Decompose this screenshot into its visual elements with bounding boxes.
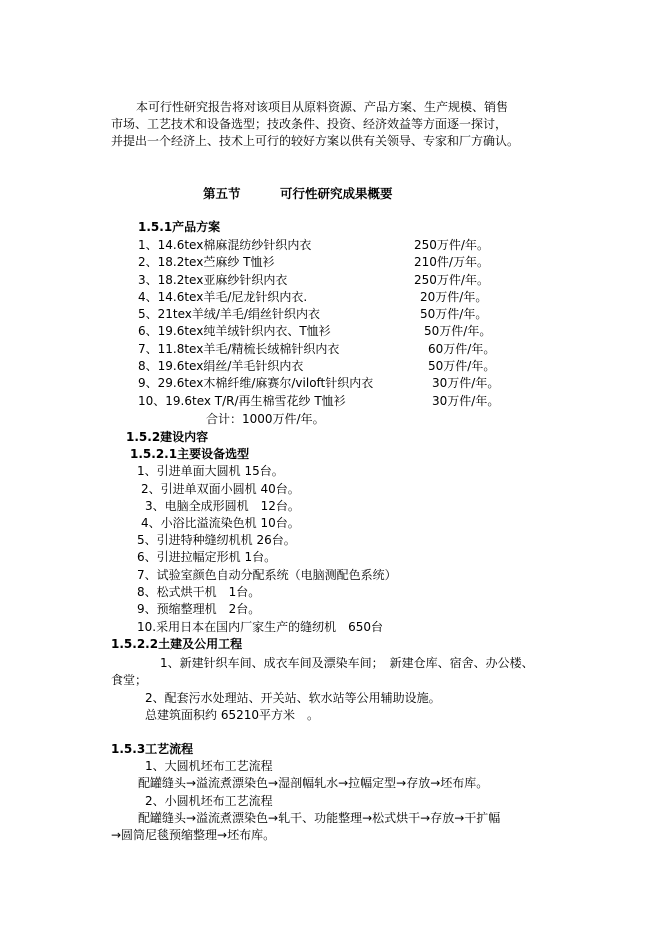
product-item: 3、18.2tex亚麻纱针织内衣 bbox=[138, 273, 288, 287]
product-amount: 250万件/年。 bbox=[414, 238, 489, 252]
flow-2-line-1: 配罐缝头→溢流煮漂染色→轧干、功能整理→松式烘干→存放→干扩幅 bbox=[138, 811, 501, 825]
equipment-item: 1、引进单面大圆机 15台。 bbox=[137, 464, 284, 478]
product-amount: 30万件/年。 bbox=[432, 376, 500, 390]
equipment-item: 7、试验室颜色自动分配系统（电脑测配色系统） bbox=[137, 568, 397, 582]
equipment-item: 9、预缩整理机 2台。 bbox=[137, 602, 261, 616]
civil-item-1-cont: 食堂； bbox=[111, 673, 148, 687]
section-number: 第五节 bbox=[203, 186, 241, 201]
product-amount: 50万件/年。 bbox=[420, 307, 488, 321]
equipment-item: 3、电脑全成形圆机 12台。 bbox=[145, 499, 300, 513]
product-item: 8、19.6tex绢丝/羊毛针织内衣 bbox=[138, 359, 304, 373]
flow-2-title: 2、小圆机坯布工艺流程 bbox=[145, 794, 273, 808]
section-title: 可行性研究成果概要 bbox=[280, 186, 393, 201]
product-amount: 30万件/年。 bbox=[432, 394, 500, 408]
civil-area: 总建筑面积约 65210平方米 。 bbox=[145, 708, 319, 722]
civil-item-1: 1、新建针织车间、成衣车间及漂染车间； 新建仓库、宿舍、办公楼、 bbox=[160, 656, 534, 670]
products-total: 合计：1000万件/年。 bbox=[206, 412, 325, 426]
civil-item-2: 2、配套污水处理站、开关站、软水站等公用辅助设施。 bbox=[145, 691, 441, 705]
intro-line-3: 并提出一个经济上、技术上可行的较好方案以供有关领导、专家和厂方确认。 bbox=[111, 134, 520, 148]
civil-heading: 1.5.2.2土建及公用工程 bbox=[111, 637, 243, 651]
product-amount: 250万件/年。 bbox=[414, 273, 489, 287]
equipment-item: 5、引进特种缝纫机机 26台。 bbox=[137, 533, 296, 547]
flow-2-line-2: →圆筒尼毯预缩整理→坯布库。 bbox=[111, 828, 276, 842]
equipment-item: 6、引进拉幅定形机 1台。 bbox=[137, 550, 277, 564]
flow-1: 配罐缝头→溢流煮漂染色→湿剖幅轧水→拉幅定型→存放→坯布库。 bbox=[138, 776, 489, 790]
product-item: 6、19.6tex纯羊绒针织内衣、T恤衫 bbox=[138, 324, 331, 338]
process-heading: 1.5.3工艺流程 bbox=[111, 742, 194, 756]
product-item: 4、14.6tex羊毛/尼龙针织内衣. bbox=[138, 290, 308, 304]
product-amount: 210件/万年。 bbox=[414, 255, 489, 269]
product-item: 7、11.8tex羊毛/精梳长绒棉针织内衣 bbox=[138, 342, 340, 356]
intro-line-2: 市场、工艺技术和设备选型；技改条件、投资、经济效益等方面逐一探讨， bbox=[111, 117, 508, 131]
equipment-item: 10.采用日本在国内厂家生产的缝纫机 650台 bbox=[137, 620, 383, 634]
product-item: 9、29.6tex木棉纤维/麻赛尔/viloft针织内衣 bbox=[138, 376, 374, 390]
product-amount: 50万件/年。 bbox=[428, 359, 496, 373]
construction-heading: 1.5.2建设内容 bbox=[126, 430, 209, 444]
products-heading: 1.5.1产品方案 bbox=[138, 220, 221, 234]
equipment-item: 2、引进单双面小圆机 40台。 bbox=[141, 482, 300, 496]
equipment-heading: 1.5.2.1主要设备选型 bbox=[130, 447, 250, 461]
intro-line-1: 本可行性研究报告将对该项目从原料资源、产品方案、生产规模、销售 bbox=[136, 100, 509, 114]
equipment-item: 8、松式烘干机 1台。 bbox=[137, 585, 261, 599]
product-item: 5、21tex羊绒/羊毛/绢丝针织内衣 bbox=[138, 307, 320, 321]
product-amount: 60万件/年。 bbox=[428, 342, 496, 356]
product-item: 2、18.2tex苎麻纱 T恤衫 bbox=[138, 255, 275, 269]
flow-1-title: 1、大圆机坯布工艺流程 bbox=[145, 759, 273, 773]
product-item: 10、19.6tex T/R/再生棉雪花纱 T恤衫 bbox=[138, 394, 346, 408]
product-amount: 50万件/年。 bbox=[424, 324, 492, 338]
product-item: 1、14.6tex棉麻混纺纱针织内衣 bbox=[138, 238, 312, 252]
product-amount: 20万件/年。 bbox=[420, 290, 488, 304]
equipment-item: 4、小浴比溢流染色机 10台。 bbox=[141, 516, 300, 530]
